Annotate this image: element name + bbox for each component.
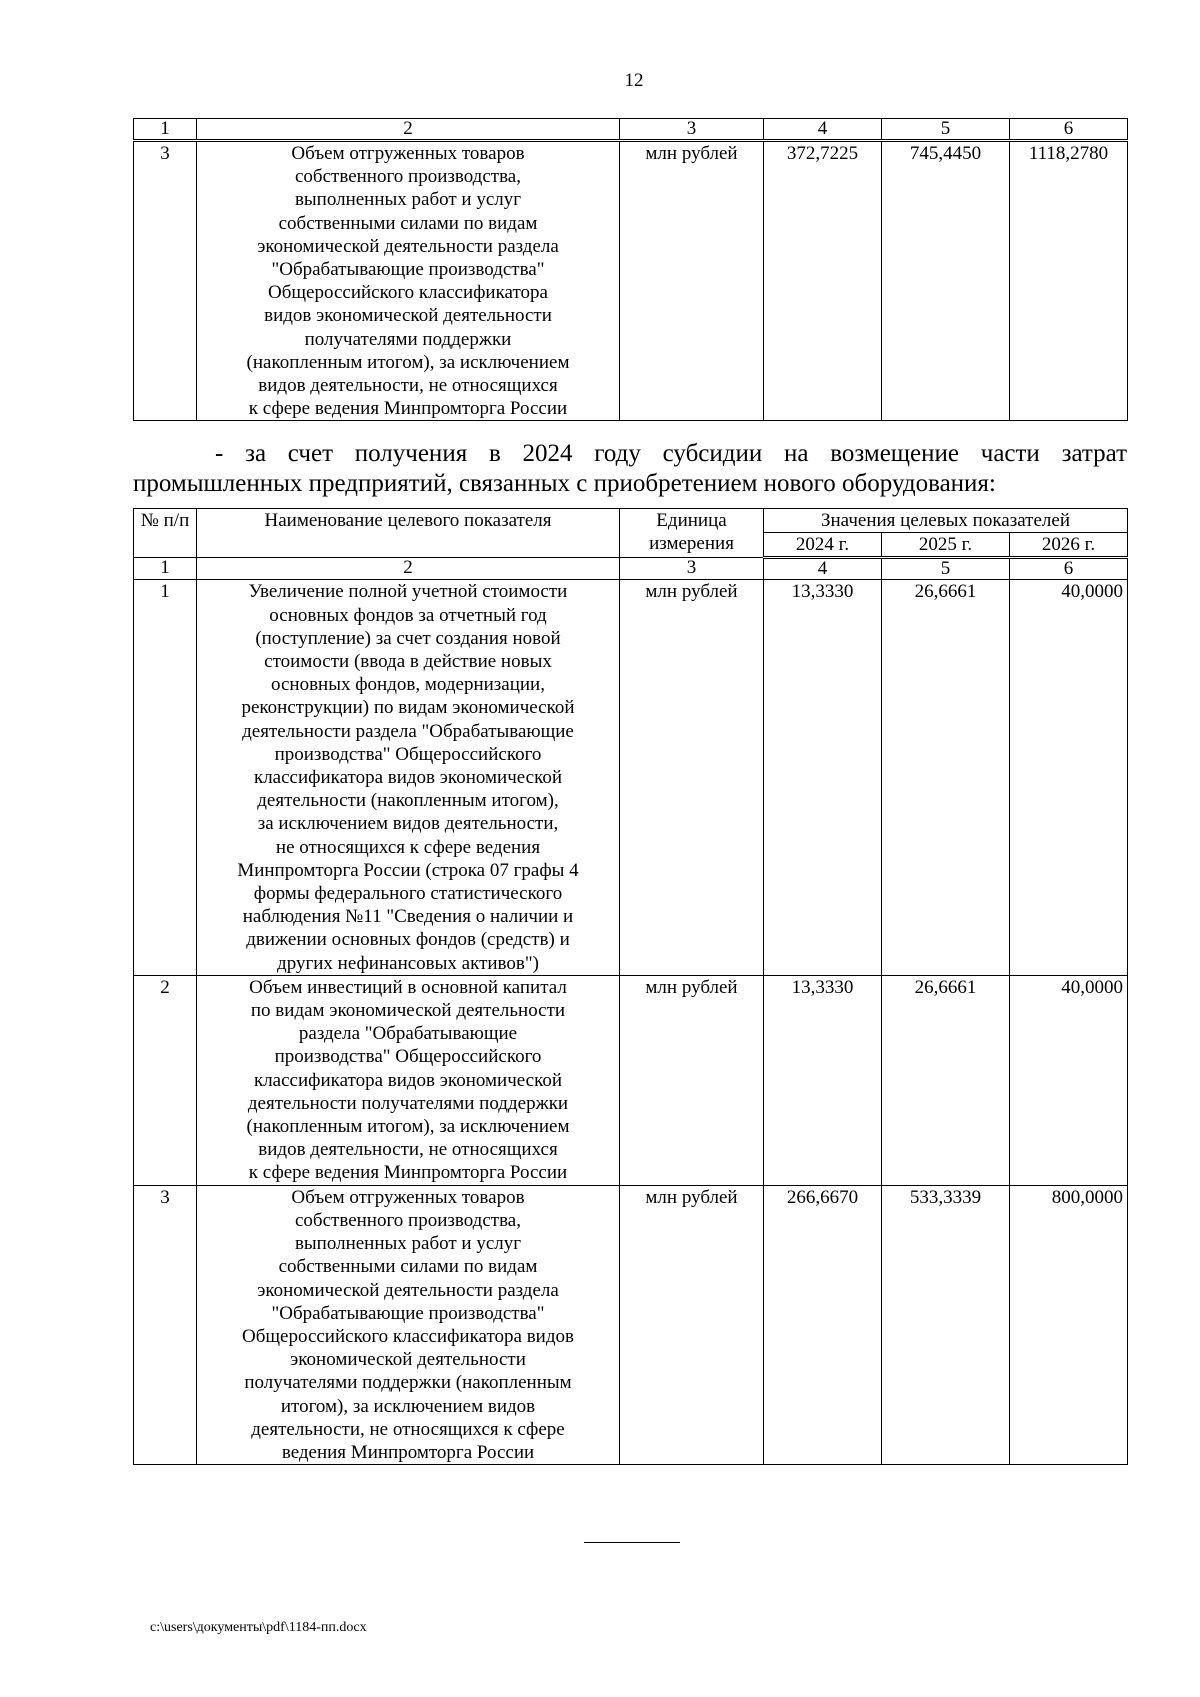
col-num-cell: 2: [197, 558, 620, 580]
col-num-cell: 4: [764, 558, 882, 580]
col-num-cell: 1: [134, 119, 197, 141]
header-num: № п/п: [134, 509, 197, 558]
col-num-cell: 5: [882, 119, 1010, 141]
col-num-cell: 6: [1010, 558, 1128, 580]
indicator-name-line: собственного производства,: [295, 166, 521, 188]
table-row: [134, 975, 1128, 1185]
col-num-cell: 2: [197, 119, 620, 141]
unit-cell: млн рублей: [620, 975, 764, 1185]
indicator-name-line: (накопленным итогом), за исключением: [246, 351, 570, 373]
row-number: 3: [134, 1185, 197, 1464]
indicator-name-line: "Обрабатывающие производства": [271, 259, 545, 281]
indicator-name-line: Объем отгруженных товаров: [291, 1186, 525, 1208]
indicator-name-line: экономической деятельности раздела: [257, 1279, 559, 1301]
value-2024: 13,3330: [764, 975, 882, 1185]
indicator-name-line: Объем инвестиций в основной капитал: [249, 976, 567, 998]
indicator-name-line: Общероссийского классификатора видов: [242, 1325, 574, 1347]
indicator-name-line: видов экономической деятельности: [264, 305, 552, 327]
indicators-table-continued: [133, 118, 1128, 421]
indicator-name-line: деятельности получателями поддержки: [247, 1092, 569, 1114]
indicator-name-line: Общероссийского классификатора: [268, 282, 548, 304]
header-name: Наименование целевого показателя: [197, 509, 620, 558]
closing-rule: [584, 1542, 680, 1543]
indicator-name-line: видов деятельности, не относящихся: [258, 1139, 558, 1161]
header-row: [134, 509, 1128, 533]
indicator-name-line: формы федерального статистического: [253, 883, 563, 905]
indicator-name-line: классификатора видов экономической: [253, 1069, 563, 1091]
indicator-name-line: стоимости (ввода в действие новых: [264, 651, 552, 673]
page-number: 12: [624, 70, 644, 91]
indicator-name: [197, 1185, 620, 1464]
table-top-body: [134, 119, 1128, 421]
col-num-cell: 3: [620, 558, 764, 580]
indicator-name-line: Увеличение полной учетной стоимости: [248, 581, 568, 603]
indicator-name: [197, 580, 620, 975]
header-values-group: Значения целевых показателей: [764, 509, 1128, 533]
indicator-name-line: получателями поддержки (накопленным: [244, 1372, 572, 1394]
indicator-name-line: основных фондов, модернизации,: [271, 674, 545, 696]
indicator-name-line: экономической деятельности: [290, 1349, 526, 1371]
indicator-name-line: получателями поддержки: [304, 328, 512, 350]
col-num-cell: 3: [620, 119, 764, 141]
value-2025: 533,3339: [882, 1185, 1010, 1464]
value-2026: 40,0000: [1010, 975, 1128, 1185]
unit-cell: млн рублей: [620, 141, 764, 421]
indicator-name-line: Минпромторга России (строка 07 графы 4: [237, 859, 579, 881]
col-num-cell: 1: [134, 558, 197, 580]
indicator-name-line: к сфере ведения Минпромторга России: [248, 398, 568, 420]
indicator-name-line: классификатора видов экономической: [253, 767, 563, 789]
indicator-name-line: (накопленным итогом), за исключением: [246, 1116, 570, 1138]
unit-cell: млн рублей: [620, 1185, 764, 1464]
indicator-name-line: основных фондов за отчетный год: [269, 604, 547, 626]
value-2026: 800,0000: [1010, 1185, 1128, 1464]
col-num-cell: 6: [1010, 119, 1128, 141]
value-2025: 745,4450: [882, 141, 1010, 421]
intro-paragraph: - за счет получения в 2024 году субсидии на возмещение части затрат промышленных предприятий, связанных с приобретением нового оборудования:: [133, 440, 1127, 497]
indicator-name-line: не относящихся к сфере ведения: [275, 836, 541, 858]
header-year-2024: 2024 г.: [764, 533, 882, 558]
unit-cell: млн рублей: [620, 580, 764, 975]
indicator-name-line: деятельности раздела "Обрабатывающие: [242, 720, 574, 742]
header-unit: Единица измерения: [620, 509, 764, 558]
indicator-name-line: деятельности (накопленным итогом),: [257, 790, 559, 812]
indicator-name-line: экономической деятельности раздела: [257, 235, 559, 257]
header-year-2025: 2025 г.: [882, 533, 1010, 558]
indicator-name-line: наблюдения №11 "Сведения о наличии и: [242, 906, 574, 928]
indicator-name-line: деятельности, не относящихся к сфере: [251, 1418, 565, 1440]
indicator-name-line: за исключением видов деятельности,: [257, 813, 559, 835]
header-year-2026: 2026 г.: [1010, 533, 1128, 558]
indicators-table: [133, 508, 1128, 1465]
table-row: [134, 580, 1128, 975]
indicator-name-line: (поступление) за счет создания новой: [255, 627, 561, 649]
indicator-name: [197, 975, 620, 1185]
value-2026: 1118,2780: [1010, 141, 1128, 421]
col-num-cell: 5: [882, 558, 1010, 580]
indicator-name-line: выполненных работ и услуг: [294, 1233, 522, 1255]
indicator-name-line: производства" Общероссийского: [274, 1046, 542, 1068]
row-number: 2: [134, 975, 197, 1185]
indicator-name-line: производства" Общероссийского: [274, 743, 542, 765]
value-2024: 13,3330: [764, 580, 882, 975]
table-row: [134, 141, 1128, 421]
column-number-row: [134, 119, 1128, 141]
indicator-name-line: итогом), за исключением видов: [280, 1395, 536, 1417]
indicator-name-line: раздела "Обрабатывающие: [298, 1023, 518, 1045]
indicator-name-line: реконструкции) по видам экономической: [241, 697, 575, 719]
indicator-name-line: других нефинансовых активов"): [277, 952, 539, 974]
col-num-cell: 4: [764, 119, 882, 141]
indicator-name-line: движении основных фондов (средств) и: [246, 929, 570, 951]
indicator-name-line: собственного производства,: [295, 1209, 521, 1231]
indicator-name-line: собственными силами по видам: [278, 1256, 538, 1278]
table-row: [134, 1185, 1128, 1464]
indicator-name-line: "Обрабатывающие производства": [271, 1302, 545, 1324]
table-main-body: [134, 509, 1128, 1465]
footer-file-path: c:\users\документы\pdf\1184-пп.docx: [150, 1620, 367, 1635]
value-2024: 266,6670: [764, 1185, 882, 1464]
row-number: 1: [134, 580, 197, 975]
indicator-name-line: собственными силами по видам: [278, 212, 538, 234]
indicator-name: [197, 141, 620, 421]
indicator-name-line: видов деятельности, не относящихся: [258, 375, 558, 397]
indicator-name-line: выполненных работ и услуг: [294, 189, 522, 211]
indicator-name-line: по видам экономической деятельности: [250, 1000, 566, 1022]
value-2025: 26,6661: [882, 975, 1010, 1185]
indicator-name-line: Объем отгруженных товаров: [291, 143, 525, 164]
value-2024: 372,7225: [764, 141, 882, 421]
value-2025: 26,6661: [882, 580, 1010, 975]
value-2026: 40,0000: [1010, 580, 1128, 975]
indicator-name-line: к сфере ведения Минпромторга России: [248, 1162, 568, 1184]
indicator-name-line: ведения Минпромторга России: [281, 1441, 535, 1463]
column-number-row: [134, 558, 1128, 580]
row-number: 3: [134, 141, 197, 421]
